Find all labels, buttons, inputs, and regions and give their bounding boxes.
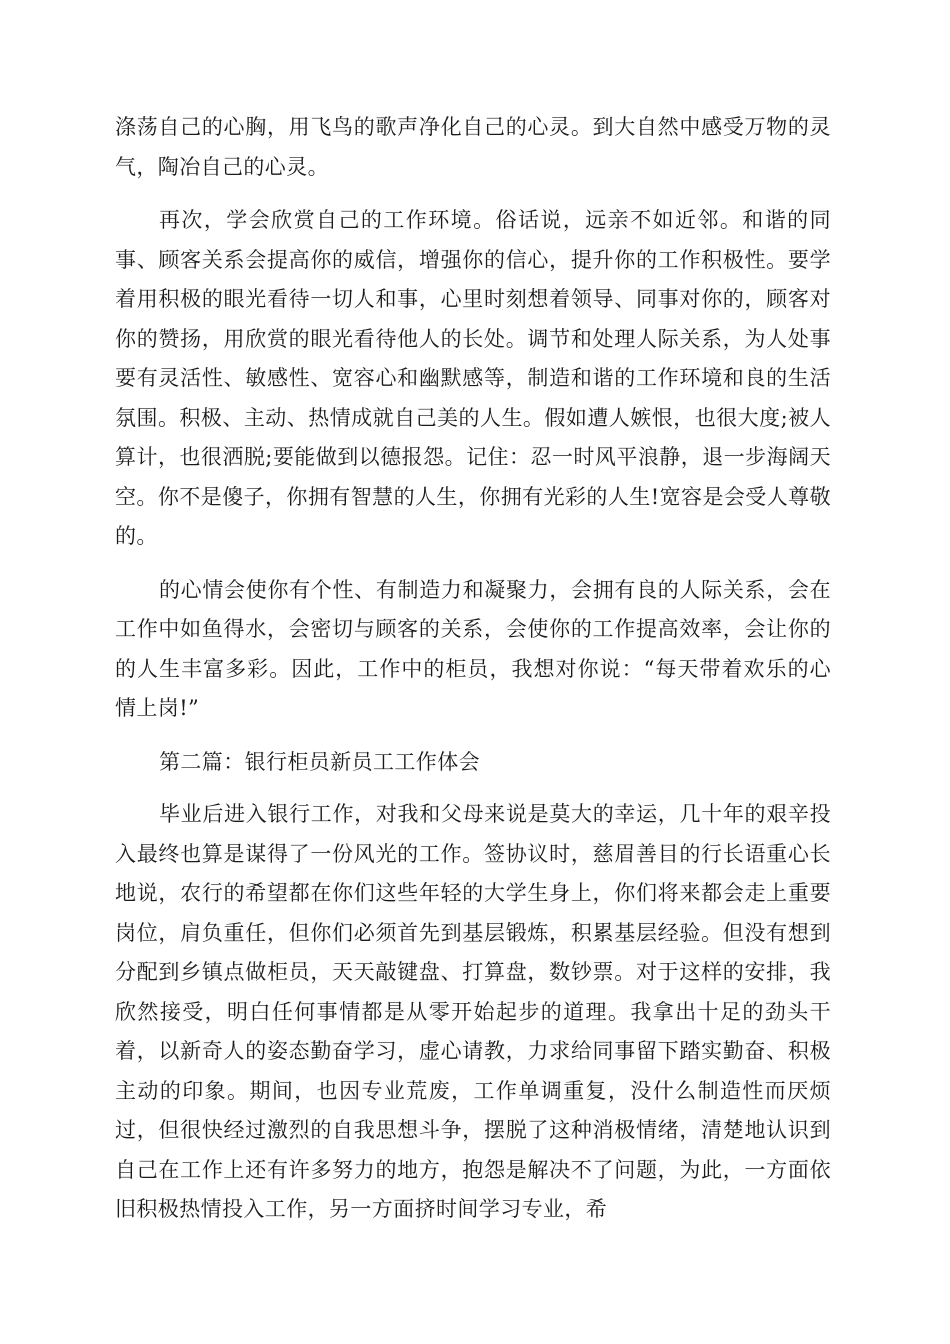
paragraph-happy-mood: 的心情会使你有个性、有制造力和凝聚力，会拥有良的人际关系，会在工作中如鱼得水，会密切与顾客的关系，会使你的工作提高效率，会让你的的人生丰富多彩。因此，工作中的柜员，我想对你说：“每天带着欢乐的心情上岗!” <box>115 577 831 720</box>
document-page <box>115 108 831 1244</box>
paragraph-work-environment: 再次，学会欣赏自己的工作环境。俗话说，远亲不如近邻。和谐的同事、顾客关系会提高你的威信，增强你的信心，提升你的工作积极性。要学着用积极的眼光看待一切人和事，心里时刻想着领导、同事对你的，顾客对你的赞扬，用欣赏的眼光看待他人的长处。调节和处理人际关系，为人处事要有灵活性、敏感性、宽容心和幽默感等，制造和谐的工作环境和良的生活氛围。积极、主动、热情成就自己美的人生。假如遭人嫉恨，也很大度;被人算计，也很洒脱;要能做到以德报怨。记住：忍一时风平浪静，退一步海阔天空。你不是傻子，你拥有智慧的人生，你拥有光彩的人生!宽容是会受人尊敬的。 <box>115 208 831 548</box>
section-heading: 第二篇：银行柜员新员工工作体会 <box>159 749 480 774</box>
paragraph-continuation: 涤荡自己的心胸，用飞鸟的歌声净化自己的心灵。到大自然中感受万物的灵气，陶冶自己的心灵。 <box>115 115 831 179</box>
paragraph-new-employee: 毕业后进入银行工作，对我和父母来说是莫大的幸运，几十年的艰辛投入最终也算是谋得了一份风光的工作。签协议时，慈眉善目的行长语重心长地说，农行的希望都在你们这些年轻的大学生身上，你们将来都会走上重要岗位，肩负重任，但你们必须首先到基层锻炼，积累基层经验。但没有想到分配到乡镇点做柜员，天天敲键盘、打算盘，数钞票。对于这样的安排，我欣然接受，明白任何事情都是从零开始起步的道理。我拿出十足的劲头干着，以新奇人的姿态勤奋学习，虚心请教，力求给同事留下踏实勤奋、积极主动的印象。期间，也因专业荒废，工作单调重复，没什么制造性而厌烦过，但很快经过激烈的自我思想斗争，摆脱了这种消极情绪，清楚地认识到自己在工作上还有许多努力的地方，抱怨是解决不了问题，为此，一方面依旧积极热情投入工作，另一方面挤时间学习专业，希 <box>115 802 831 1221</box>
